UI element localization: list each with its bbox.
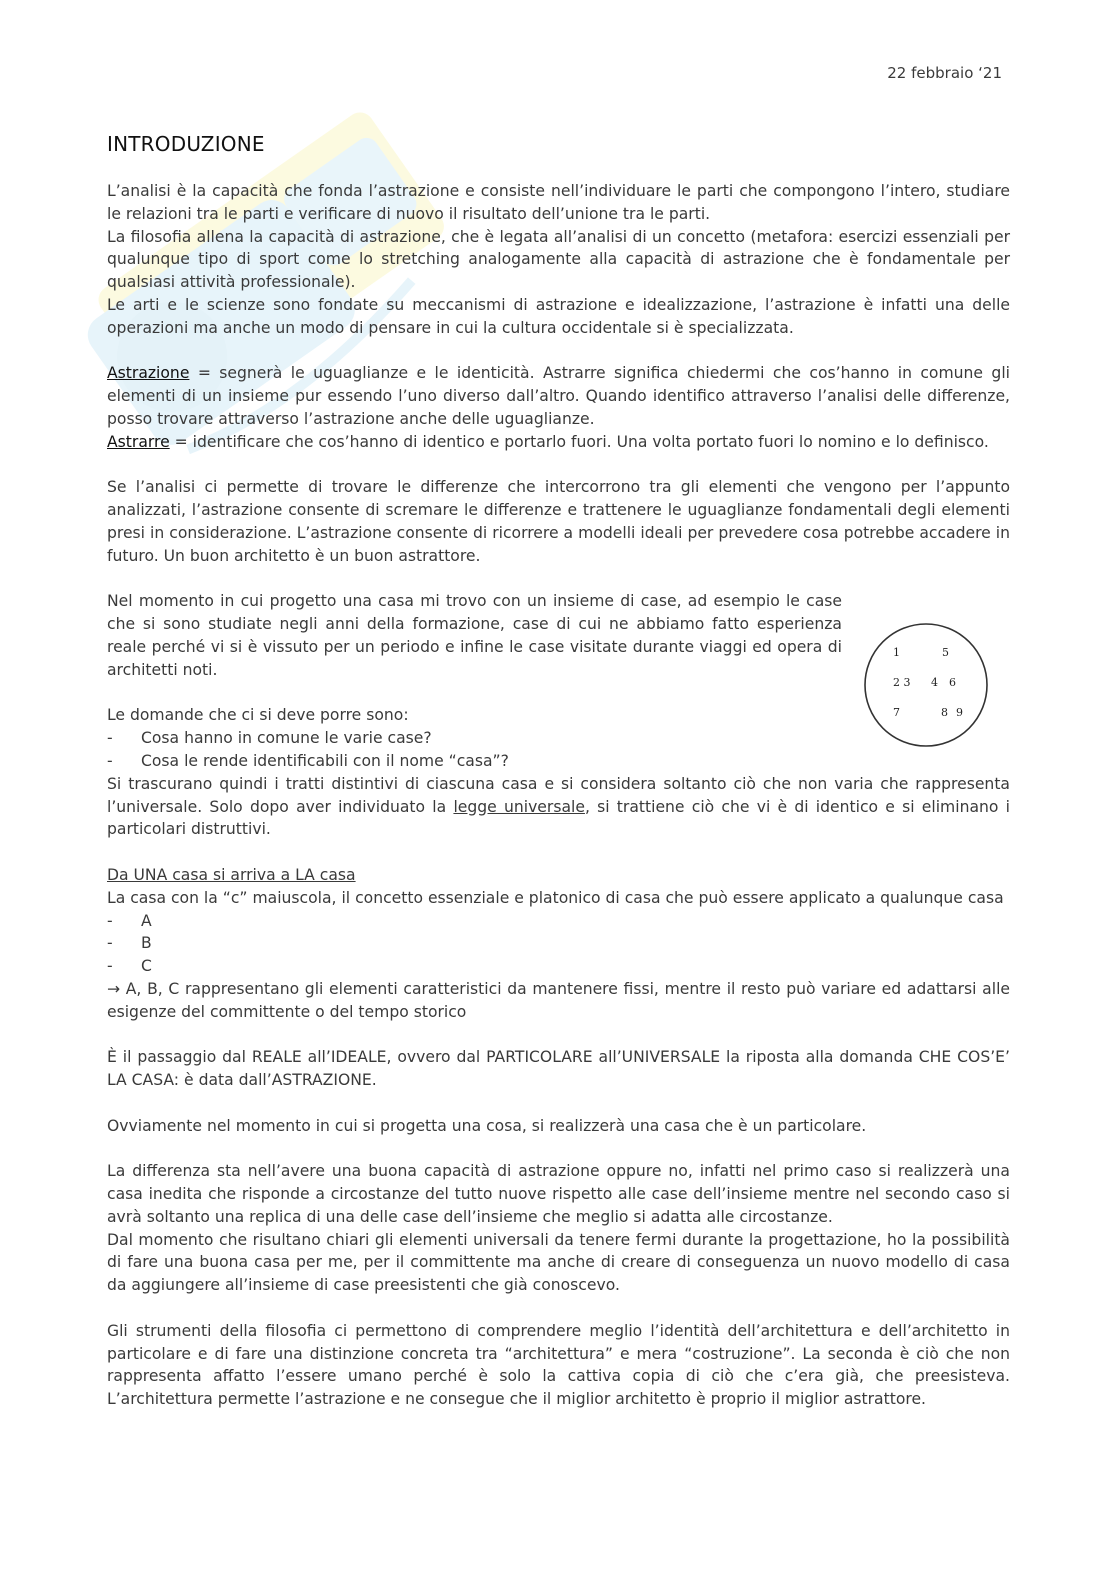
diagram-number: 9: [956, 706, 963, 719]
diagram-number: 1: [893, 646, 900, 659]
diagram-number: 6: [949, 676, 956, 689]
paragraph: Se l’analisi ci permette di trovare le differenze che intercorrono tra gli elementi che vengono per l’appunto analizzati, l’astrazione consente di scremare le differenze e trattenere le uguaglianze fondamentali degli elementi presi in considerazione. L’astrazione consente di ricorrere a modelli ideali per prevedere cosa potrebbe accadere in futuro. Un buon architetto è un buon astrattore.: [107, 478, 1010, 565]
list-item: - C: [107, 955, 1010, 978]
list-item-text: Cosa hanno in comune le varie case?: [141, 729, 432, 748]
arrow-paragraph: → A, B, C rappresentano gli elementi caratteristici da mantenere fissi, mentre il resto può variare ed adattarsi alle esigenze del committente o del tempo storico: [107, 979, 1010, 1021]
paragraph: La casa con la “c” maiuscola, il concetto essenziale e platonico di casa che può essere applicato a qualunque casa: [107, 888, 1004, 907]
paragraph: È il passaggio dal REALE all’IDEALE, ovvero dal PARTICOLARE all’UNIVERSALE la riposta alla domanda CHE COS’E’ LA CASA: è data dall’ASTRAZIONE.: [107, 1048, 1010, 1090]
definition-astrazione: [107, 362, 1010, 430]
list-item: - B: [107, 932, 1010, 955]
legge-universale-text: legge universale: [453, 797, 585, 816]
paragraph-houses: Nel momento in cui progetto una casa mi trovo con un insieme di case, ad esempio le case che si sono studiate negli anni della formazione, case di cui ne abbiamo fatto esperienza reale perché vi si è vissuto per un periodo e infine le case visitate durante viaggi ed opera di architetti noti.: [107, 592, 842, 679]
houses-set-diagram: [862, 621, 992, 751]
diagram-number: 8: [941, 706, 948, 719]
definition-astrarre: [107, 431, 1010, 454]
list-item-text: Cosa le rende identificabili con il nome “casa”?: [141, 751, 509, 770]
definition-text: = segnerà le uguaglianze e le identicità. Astrarre significa chiedermi che cos’hanno in comune gli elementi di un insieme pur essendo l’uno diverso dall’altro. Quando identifico attraverso l’analisi delle differenze, posso trovare attraverso l’astrazione anche delle uguaglianze.: [107, 364, 1010, 428]
list-item: - A: [107, 910, 1010, 933]
section-heading: Da UNA casa si arriva a LA casa: [107, 865, 356, 884]
list-item-text: B: [141, 934, 152, 953]
term-astrarre: Astrarre: [107, 432, 170, 451]
list-item-text: C: [141, 957, 152, 976]
questions-conclusion: Si trascurano quindi i tratti distintivi di ciascuna casa e si considera soltanto ciò che non varia che rappresenta l’universale. Solo dopo aver individuato la legge universale, si trattiene ciò che vi è di identico e si eliminano i particolari distruttivi.: [107, 774, 1010, 839]
paragraph: Ovviamente nel momento in cui si progetta una cosa, si realizzerà una casa che è un particolare.: [107, 1116, 867, 1135]
questions-intro: Le domande che ci si deve porre sono:: [107, 706, 409, 725]
list-item: - Cosa hanno in comune le varie case?: [107, 727, 1010, 750]
paragraph: L’analisi è la capacità che fonda l’astrazione e consiste nell’individuare le parti che compongono l’intero, studiare le relazioni tra le parti e verificare di nuovo il risultato dell’unione tra le parti.: [107, 182, 1010, 223]
diagram-number: 4: [931, 676, 938, 689]
page-title: INTRODUZIONE: [107, 132, 265, 156]
list-item: - Cosa le rende identificabili con il nome “casa”?: [107, 750, 1010, 773]
paragraph: Dal momento che risultano chiari gli elementi universali da tenere fermi durante la progettazione, ho la possibilità di fare una buona casa per me, per il committente ma anche di creare di conseguenza un nuovo modello di casa da aggiungere all’insieme di case preesistenti che già conoscevo.: [107, 1230, 1010, 1295]
set-circle: [865, 624, 987, 746]
paragraph: Le arti e le scienze sono fondate su meccanismi di astrazione e idealizzazione, l’astrazione è infatti una delle operazioni ma anche un modo di pensare in cui la cultura occidentale si è specializzata.: [107, 295, 1010, 337]
paragraph: La filosofia allena la capacità di astrazione, che è legata all’analisi di un concetto (metafora: esercizi essenziali per qualunque tipo di sport come lo stretching analogamente alla capacità di astrazione che è fondamentale per qualsiasi attività professionale).: [107, 227, 1010, 292]
diagram-number: 7: [893, 706, 900, 719]
definition-text: = identificare che cos’hanno di identico e portarlo fuori. Una volta portato fuori lo nomino e lo definisco.: [169, 432, 989, 451]
diagram-number: 5: [942, 646, 949, 659]
diagram-number: 2 3: [893, 676, 911, 689]
paragraph: Gli strumenti della filosofia ci permettono di comprendere meglio l’identità dell’architettura e dell’architetto in particolare e di fare una distinzione concreta tra “architettura” e mera “costruzione”. La seconda è ciò che non rappresenta affatto l’essere umano perché è solo la cattiva copia di ciò che c’era già, che preesisteva. L’architettura permette l’astrazione e ne consegue che il miglior architetto è proprio il miglior astrattore.: [107, 1321, 1010, 1409]
document-body: [107, 180, 1010, 1411]
list-item-text: A: [141, 911, 152, 930]
term-astrazione: Astrazione: [107, 364, 190, 383]
paragraph: La differenza sta nell’avere una buona capacità di astrazione oppure no, infatti nel primo caso si realizzerà una casa inedita che risponde a circostanze del tutto nuove rispetto alle case dell’insieme mentre nel secondo caso si avrà soltanto una replica di una delle case dell’insieme che meglio si adatta alle circostanze.: [107, 1162, 1010, 1226]
document-date: 22 febbraio ‘21: [887, 64, 1002, 82]
